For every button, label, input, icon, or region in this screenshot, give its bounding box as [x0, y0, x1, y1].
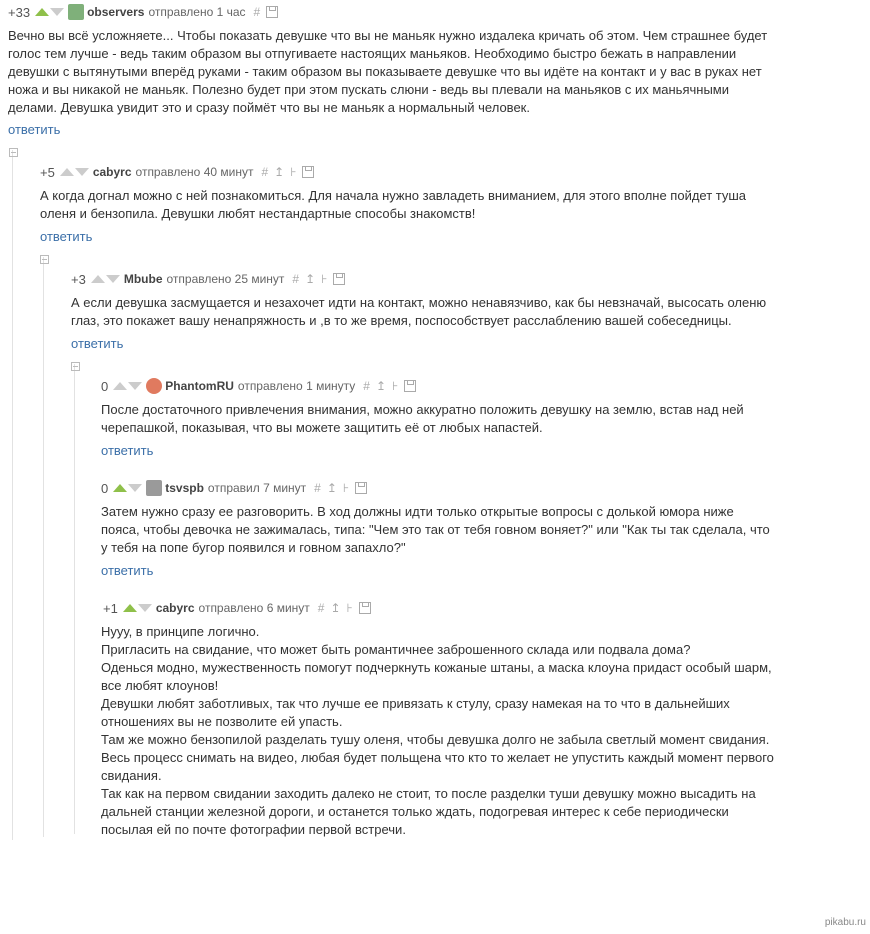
save-icon[interactable] — [302, 166, 314, 178]
author-name[interactable]: cabyrc — [155, 601, 195, 615]
avatar[interactable] — [68, 4, 84, 20]
branch-icon[interactable]: ⊦ — [392, 379, 399, 393]
save-icon[interactable] — [355, 482, 367, 494]
comment-line: А когда догнал можно с ней познакомиться. Для начала нужно завладеть вниманием, для этого вполне пойдет туша — [40, 188, 747, 203]
comment-line: девушки с вытянутыми вперёд руками - таким образом вы показываете девушке что вы идёте на контакт и у вас в руках нет — [8, 64, 762, 79]
hash-icon[interactable]: # — [317, 601, 325, 615]
comment-line: глаз, это покажет вашу ненапряжность и ,в то же время, поспособствует расслаблению вашей собеседницы. — [71, 313, 732, 328]
author-name[interactable]: observers — [87, 5, 145, 19]
pin-icon[interactable]: ↥ — [375, 379, 387, 393]
downvote-icon[interactable] — [128, 484, 142, 492]
avatar[interactable] — [146, 480, 162, 496]
pin-icon[interactable]: ↥ — [330, 601, 341, 615]
comment-line: отношениях вы не позволите ей упасть. — [101, 714, 343, 729]
reply-link[interactable]: ответить — [40, 229, 93, 244]
author-name[interactable]: tsvspb — [165, 481, 204, 495]
timestamp: отправлено 6 минут — [198, 601, 310, 615]
hash-icon[interactable]: # — [314, 481, 321, 495]
comment-header — [8, 2, 278, 22]
branch-icon[interactable]: ⊦ — [321, 272, 328, 286]
pin-icon[interactable]: ↥ — [305, 272, 316, 286]
pin-icon[interactable]: ↥ — [274, 165, 285, 179]
upvote-icon[interactable] — [113, 484, 127, 492]
comment-line: делами. Девушка увидит это и сразу поймёт что вы не маньяк а нормальный человек. — [8, 100, 530, 115]
timestamp: отправлено 1 час — [148, 5, 246, 19]
reply-link[interactable]: ответить — [101, 443, 154, 458]
hash-icon[interactable]: # — [261, 165, 269, 179]
comment-body — [101, 503, 770, 557]
score: 0 — [101, 378, 109, 394]
pin-icon[interactable]: ↥ — [326, 481, 337, 495]
comment-line: оленя и бензопила. Девушки любят нестандартные способы знакомств! — [40, 206, 476, 221]
comment-body — [101, 401, 744, 437]
comment-line: Оденься модно, мужественность помогут подчеркнуть кожаные штаны, а маска клоуна придаст особый шарм, — [101, 660, 772, 675]
downvote-icon[interactable] — [75, 168, 89, 176]
author-name[interactable]: cabyrc — [92, 165, 132, 179]
reply-link[interactable]: ответить — [101, 563, 154, 578]
comment-line: Девушки любят заботливых, так что лучше ее привязать к стулу, сразу намекая на то что в дальнейших — [101, 696, 730, 711]
collapse-toggle[interactable] — [9, 148, 18, 157]
comment-header — [71, 269, 345, 289]
comment-line: Нууу, в принципе логично. — [101, 624, 260, 639]
comment-body — [101, 623, 774, 839]
comment-line: посылая ей по почте фотографии первой встречи. — [101, 822, 406, 837]
comment-line: Вечно вы всё усложняете... Чтобы показать девушке что вы не маньяк нужно издалека кричать об этом. Чем страшнее будет — [8, 28, 768, 43]
timestamp: отправлено 40 минут — [135, 165, 254, 179]
upvote-icon[interactable] — [91, 275, 105, 283]
comment-line: ножа и вы никакой не маньяк. Полезно будет при этом пускать слюни - ведь вы плевали на маньяков с их маньячными — [8, 82, 729, 97]
comment-body — [40, 187, 746, 223]
thread-line — [12, 150, 13, 840]
score: +33 — [8, 4, 31, 20]
author-name[interactable]: PhantomRU — [165, 379, 234, 393]
comment-line: Так как на первом свидании заходить далеко не стоит, то после разделки туши девушку можно высадить на — [101, 786, 756, 801]
comment-line: дальней станции железной дороги, и останется только ждать, подогревая интерес к себе периодически — [101, 804, 729, 819]
upvote-icon[interactable] — [60, 168, 74, 176]
reply-link[interactable]: ответить — [71, 336, 124, 351]
collapse-toggle[interactable] — [71, 362, 80, 371]
downvote-icon[interactable] — [138, 604, 152, 612]
comment-line: Затем нужно сразу ее разговорить. В ход должны идти только открытые вопросы с долькой юмора ниже — [101, 504, 734, 519]
hash-icon[interactable]: # — [253, 5, 261, 19]
score: 0 — [101, 480, 109, 496]
comment-header — [40, 162, 314, 182]
branch-icon[interactable]: ⊦ — [342, 481, 350, 495]
save-icon[interactable] — [359, 602, 371, 614]
collapse-toggle[interactable] — [40, 255, 49, 264]
comment-body — [8, 27, 767, 117]
comment-line: все любят клоунов! — [101, 678, 219, 693]
downvote-icon[interactable] — [128, 382, 142, 390]
comment-line: А если девушка засмущается и незахочет идти на контакт, можно ненавязчиво, как бы невзначай, высосать оленю — [71, 295, 767, 310]
score: +3 — [71, 271, 86, 287]
author-name[interactable]: Mbube — [123, 272, 163, 286]
comment-line: свидания. — [101, 768, 162, 783]
thread-line — [43, 257, 44, 837]
score: +1 — [103, 600, 118, 616]
upvote-icon[interactable] — [35, 8, 49, 16]
score: +5 — [40, 164, 55, 180]
thread-line — [74, 364, 75, 834]
comment-line: Весь процесс снимать на видео, любая будет польщена что кто то желает не упустить каждый момент первого — [101, 750, 774, 765]
comment-line: черепашкой, показывая, что вы можете защитить её от любых напастей. — [101, 420, 543, 435]
comment-header — [101, 478, 367, 498]
comment-line: голос тем лучше - ведь таким образом вы отпугиваете настоящих маньяков. Необходимо быстро бежать в направлении — [8, 46, 737, 61]
save-icon[interactable] — [266, 6, 278, 18]
branch-icon[interactable]: ⊦ — [290, 165, 297, 179]
upvote-icon[interactable] — [113, 382, 127, 390]
comment-line: Там же можно бензопилой разделать тушу оленя, чтобы девушка долго не забыла светлый момент свидания. — [101, 732, 770, 747]
hash-icon[interactable]: # — [363, 379, 370, 393]
comment-line: пояса, чтобы девочка не зажималась, типа: "Чем это так от тебя говном воняет?" или "Как ты так сделала, что — [101, 522, 770, 537]
timestamp: отправлено 25 минут — [166, 272, 285, 286]
downvote-icon[interactable] — [50, 8, 64, 16]
watermark: pikabu.ru — [824, 917, 866, 928]
avatar[interactable] — [146, 378, 162, 394]
reply-link[interactable]: ответить — [8, 122, 61, 137]
comment-header — [101, 376, 416, 396]
upvote-icon[interactable] — [123, 604, 137, 612]
branch-icon[interactable]: ⊦ — [346, 601, 353, 615]
timestamp: отправлено 1 минуту — [237, 379, 356, 393]
comment-body — [71, 294, 766, 330]
comment-line: у тебя на попе бугор появился и говном запахло?" — [101, 540, 406, 555]
downvote-icon[interactable] — [106, 275, 120, 283]
save-icon[interactable] — [404, 380, 416, 392]
save-icon[interactable] — [333, 273, 345, 285]
timestamp: отправил 7 минут — [207, 481, 307, 495]
comment-line: После достаточного привлечения внимания, можно аккуратно положить девушку на землю, встав над ней — [101, 402, 744, 417]
hash-icon[interactable]: # — [292, 272, 300, 286]
comment-line: Пригласить на свидание, что может быть романтичнее заброшенного склада или подвала дома? — [101, 642, 691, 657]
comment-header — [103, 598, 371, 618]
